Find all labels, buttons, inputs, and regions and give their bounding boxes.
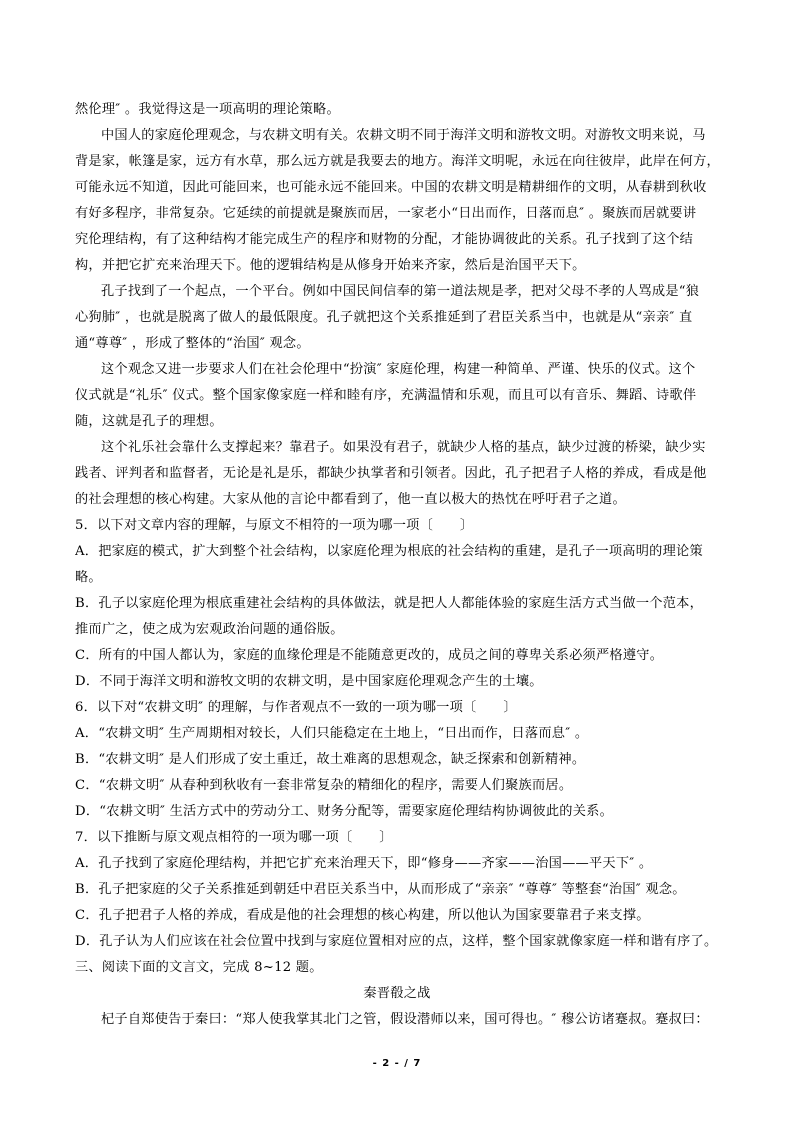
text-line: 通“尊尊″ ，形成了整体的“治国″ 观念。 [75, 336, 310, 351]
text-line: 这个礼乐社会靠什么支撑起来？靠君子。如果没有君子，就缺少人格的基点，缺少过渡的桥梁，缺少实 [101, 440, 706, 455]
page-number: - 2 - / 7 [372, 1058, 422, 1069]
option-b: B．孔子以家庭伦理为根底重建社会结构的具体做法，就是把人人都能体验的家庭生活方式当做一个范本， [75, 596, 704, 611]
text-line: 随，这就是孔子的理想。 [75, 414, 223, 429]
text-line: 杞子自郑使告于秦曰：“郑人使我掌其北门之管，假设潜师以来，国可得也。″ 穆公访诸蹇叔。蹇叔曰： [101, 1012, 709, 1027]
option-a: A．把家庭的模式，扩大到整个社会结构，以家庭伦理为根底的社会结构的重建，是孔子一项高明的理论策 [75, 544, 703, 559]
option-d: D．不同于海洋文明和游牧文明的农耕文明，是中国家庭伦理观念产生的土壤。 [75, 674, 543, 689]
option-c: C．“农耕文明″ 从春种到秋收有一套非常复杂的精细化的程序，需要人们聚族而居。 [75, 778, 573, 793]
text-line: 有好多程序，非常复杂。它延续的前提就是聚族而居，一家老小“日出而作，日落而息″ 。聚族而居就要讲 [75, 206, 697, 221]
option-d: D．“农耕文明″ 生活方式中的劳动分工、财务分配等，需要家庭伦理结构协调彼此的关系。 [75, 804, 614, 819]
text-line: 推而广之，使之成为宏观政治问题的通俗版。 [75, 622, 344, 637]
option-b: B．孔子把家庭的父子关系推延到朝廷中君臣关系当中，从而形成了“亲亲″ “尊尊″ 等整套“治国″ 观念。 [75, 882, 686, 897]
text-line: 仪式就是“礼乐″ 仪式。整个国家像家庭一样和睦有序，充满温情和乐观，而且可以有音乐、舞蹈、诗歌伴 [75, 388, 697, 403]
option-c: C．所有的中国人都认为，家庭的血缘伦理是不能随意更改的，成员之间的尊卑关系必须严格遵守。 [75, 648, 664, 663]
text-line: 心狗肺″ ，也就是脱离了做人的最低限度。孔子就把这个关系推延到了君臣关系当中，也就是从“亲亲″ 直 [75, 310, 693, 325]
text-line: 背是家，帐篷是家，远方有水草，那么远方就是我要去的地方。海洋文明呢，永远在向往彼岸，此岸在何方， [75, 154, 720, 169]
text-line: 的社会理想的核心构建。大家从他的言论中都看到了，他一直以极大的热忱在呼吁君子之道。 [75, 492, 626, 507]
option-c: C．孔子把君子人格的养成，看成是他的社会理想的核心构建，所以他认为国家要靠君子来支撑。 [75, 908, 650, 923]
question-7: 7．以下推断与原文观点相符的一项为哪一项〔 〕 [75, 830, 393, 845]
text-line: 中国人的家庭伦理观念，与农耕文明有关。农耕文明不同于海洋文明和游牧文明。对游牧文明来说，马 [101, 128, 706, 143]
text-line: 孔子找到了一个起点，一个平台。例如中国民间信奉的第一道法规是孝，把对父母不孝的人骂成是“狼 [101, 284, 700, 299]
section-heading: 三、阅读下面的文言文，完成 8~12 题。 [75, 960, 323, 975]
passage-title: 秦晋殽之战 [363, 986, 431, 1001]
text-line: 可能永远不知道，因此可能回来，也可能永远不能回来。中国的农耕文明是精耕细作的文明，从春耕到秋收 [75, 180, 707, 195]
question-6: 6．以下对“农耕文明″ 的理解，与作者观点不一致的一项为哪一项〔 〕 [75, 700, 517, 715]
option-d: D．孔子认为人们应该在社会位置中找到与家庭位置相对应的点，这样，整个国家就像家庭一样和谐有序了。 [75, 934, 718, 949]
option-a: A．孔子找到了家庭伦理结构，并把它扩充来治理天下，即“修身——齐家——治国——平天下″ 。 [75, 856, 653, 871]
text-line: 然伦理″ 。我觉得这是一项高明的理论策略。 [75, 102, 340, 117]
text-line: 这个观念又进一步要求人们在社会伦理中“扮演″ 家庭伦理，构建一种简单、严谨、快乐的仪式。这个 [101, 362, 696, 377]
text-line: 构，并把它扩充来治理天下。他的逻辑结构是从修身开始来齐家，然后是治国平天下。 [75, 258, 586, 273]
option-a: A．“农耕文明″ 生产周期相对较长，人们只能稳定在土地上，“日出而作，日落而息″ 。 [75, 726, 589, 741]
text-line: 究伦理结构，有了这种结构才能完成生产的程序和财物的分配，才能协调彼此的关系。孔子找到了这个结 [75, 232, 694, 247]
text-line: 略。 [75, 570, 102, 585]
option-b: B．“农耕文明″ 是人们形成了安土重迁，故土难离的思想观念，缺乏探索和创新精神。 [75, 752, 586, 767]
question-5: 5．以下对文章内容的理解，与原文不相符的一项为哪一项〔 〕 [75, 518, 474, 533]
text-line: 践者、评判者和监督者，无论是礼是乐，都缺少执掌者和引领者。因此，孔子把君子人格的养成，看成是他 [75, 466, 707, 481]
